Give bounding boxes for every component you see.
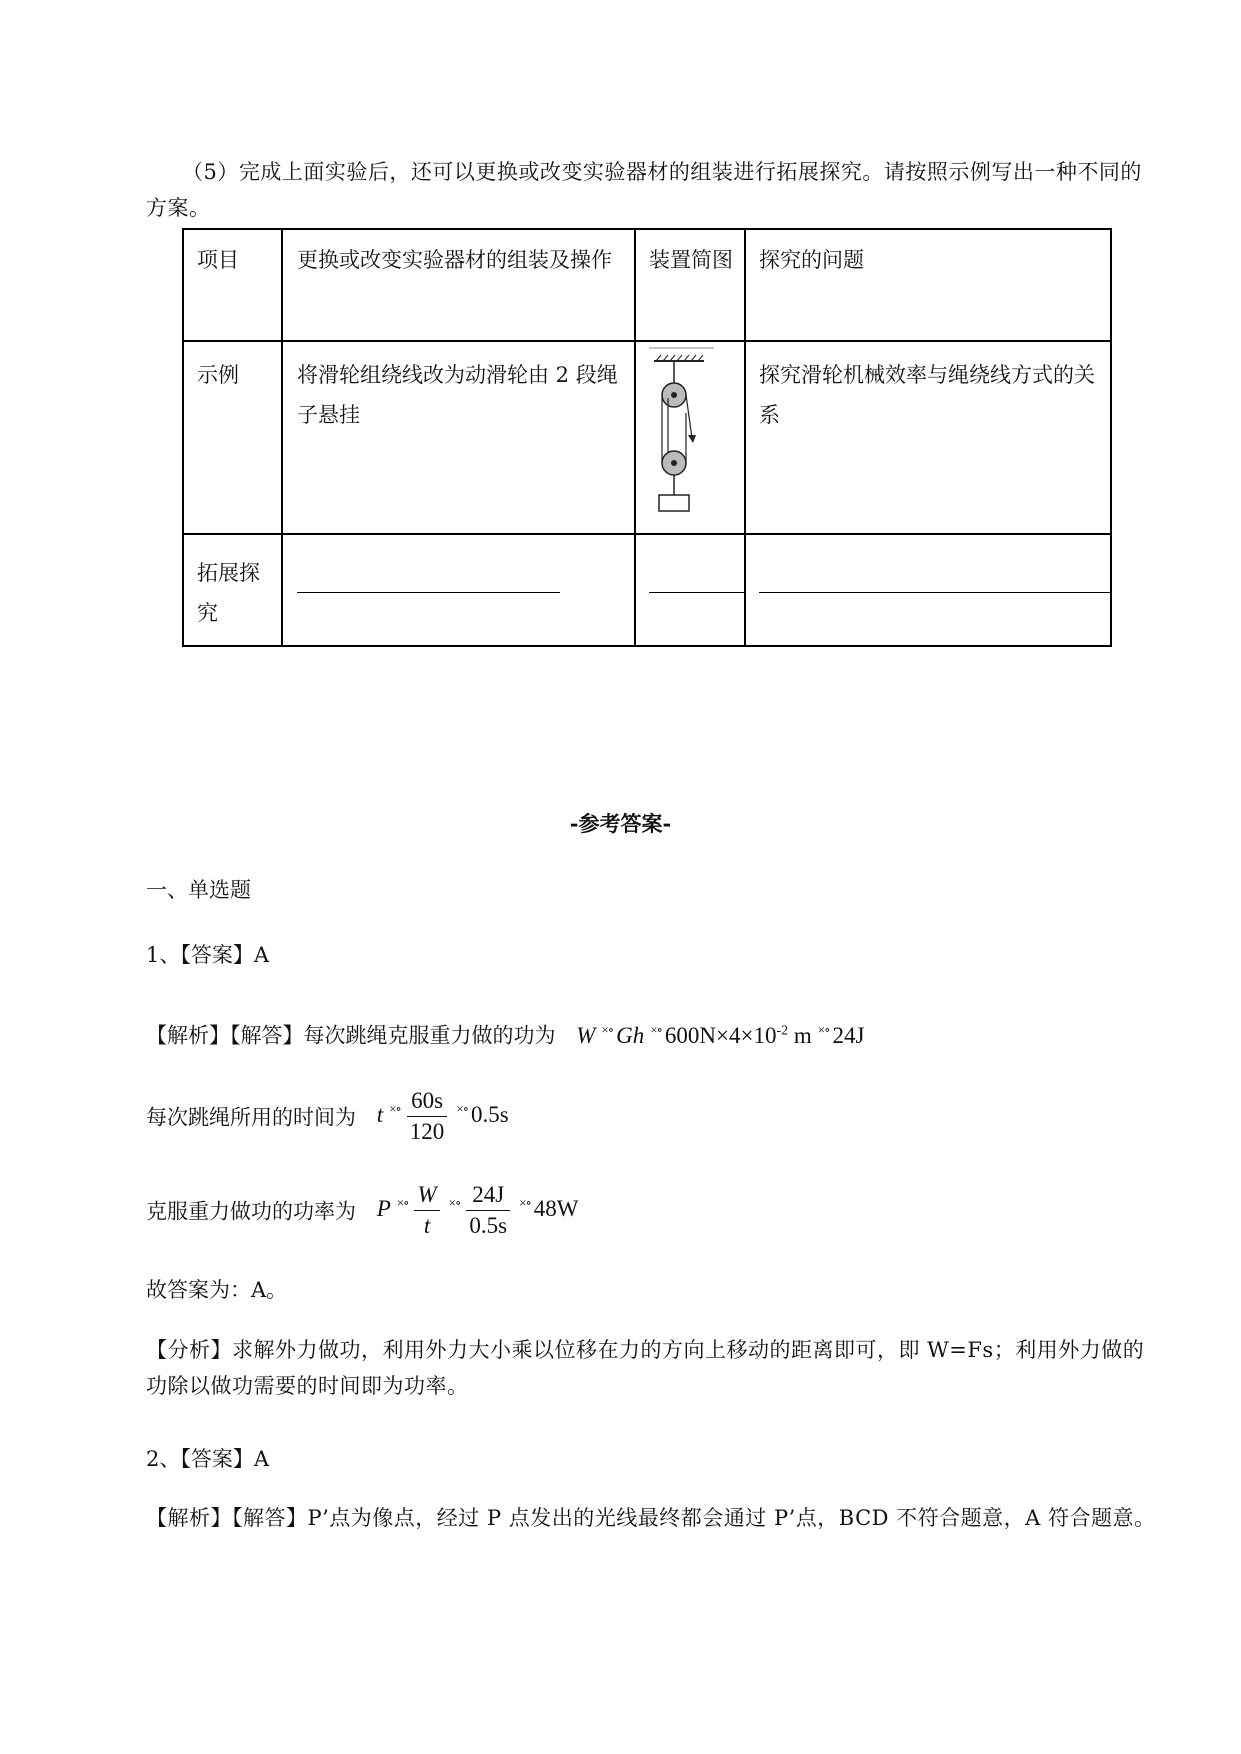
table-col-divider-2 <box>634 228 636 647</box>
table-border-left <box>182 228 184 647</box>
pulley-diagram <box>644 343 740 533</box>
eq-mark: ×∘ <box>456 1100 469 1116</box>
q1-work-line <box>146 1015 864 1055</box>
power-fraction-1 <box>414 1180 439 1241</box>
time-denominator: 120 <box>409 1119 445 1144</box>
header-diagram: 装置简图 <box>649 248 733 272</box>
eq-mark: ×∘ <box>448 1194 461 1210</box>
example-label: 示例 <box>197 363 239 387</box>
time-numerator: 60s <box>407 1086 448 1117</box>
table-col-divider-3 <box>744 228 746 647</box>
table-border-bottom <box>182 645 1112 647</box>
power-numerator-2: 24J <box>466 1180 510 1211</box>
table-row-divider-2 <box>182 533 1112 535</box>
question-text: （5）完成上面实验后，还可以更换或改变实验器材的组装进行拓展探究。请按照示例写出一种不同的方案。 <box>146 160 1142 220</box>
symbol-Gh: Gh <box>616 1022 645 1048</box>
q1-time-line <box>146 1086 509 1147</box>
header-operation: 更换或改变实验器材的组装及操作 <box>297 248 612 272</box>
section-title: 一、单选题 <box>146 878 251 902</box>
power-result: 48W <box>533 1195 579 1221</box>
q1-conclusion: 故答案为：A。 <box>146 1278 288 1302</box>
blank-operation[interactable] <box>297 592 560 593</box>
eq-mark: ×∘ <box>396 1194 409 1210</box>
time-equation <box>376 1088 509 1144</box>
extension-label: 拓展探究 <box>197 561 260 625</box>
q2-answer: 2、【答案】A <box>146 1447 270 1471</box>
q1-power-line <box>146 1180 579 1241</box>
work-value: 600N×4×10 <box>664 1022 777 1048</box>
time-prefix: 每次跳绳所用的时间为 <box>146 1105 356 1130</box>
eq-mark: ×∘ <box>389 1100 401 1116</box>
power-denominator-2: 0.5s <box>469 1213 508 1238</box>
eq-mark: ×∘ <box>519 1194 531 1210</box>
example-question: 探究滑轮机械效率与绳绕线方式的关系 <box>759 363 1095 427</box>
power-prefix: 克服重力做功的功率为 <box>146 1199 356 1224</box>
power-numerator-1: W <box>414 1180 439 1211</box>
symbol-P: P <box>376 1195 391 1221</box>
header-question: 探究的问题 <box>759 248 864 272</box>
eq-mark: ×∘ <box>817 1021 830 1037</box>
example-operation: 将滑轮组绕线改为动滑轮由 2 段绳子悬挂 <box>297 363 618 427</box>
table-col-divider-1 <box>281 228 283 647</box>
symbol-t: t <box>376 1101 384 1127</box>
blank-diagram[interactable] <box>649 592 744 593</box>
time-result: 0.5s <box>471 1101 509 1127</box>
power-equation <box>376 1182 579 1238</box>
power-fraction-2 <box>466 1180 510 1241</box>
experiment-table <box>182 228 1112 647</box>
header-item: 项目 <box>197 248 239 272</box>
table-border-top <box>182 228 1112 230</box>
q1-answer: 1、【答案】A <box>146 943 270 967</box>
q1-analysis: 【分析】求解外力做功，利用外力大小乘以位移在力的方向上移动的距离即可，即 W=Fs；利用外力做的功除以做功需要的时间即为功率。 <box>146 1338 1145 1398</box>
symbol-W: W <box>576 1022 596 1048</box>
table-row-divider-1 <box>182 340 1112 342</box>
work-result: 24J <box>832 1022 865 1048</box>
eq-mark: ×∘ <box>601 1021 614 1037</box>
blank-question[interactable] <box>759 592 1110 593</box>
q2-analysis: 【解析】【解答】P’点为像点，经过 P 点发出的光线最终都会通过 P’点，BCD 不符合题意，A 符合题意。 <box>146 1506 1156 1530</box>
work-equation <box>576 1023 864 1048</box>
eq-mark: ×∘ <box>650 1021 662 1037</box>
work-unit: m <box>788 1022 812 1048</box>
q1-analysis-prefix: 【解析】【解答】每次跳绳克服重力做的功为 <box>146 1023 556 1048</box>
table-border-right <box>1110 228 1112 647</box>
answers-heading: -参考答案- <box>569 811 672 836</box>
work-exponent: -2 <box>776 1023 789 1038</box>
time-fraction <box>407 1086 448 1147</box>
power-denominator-1: t <box>423 1213 431 1238</box>
